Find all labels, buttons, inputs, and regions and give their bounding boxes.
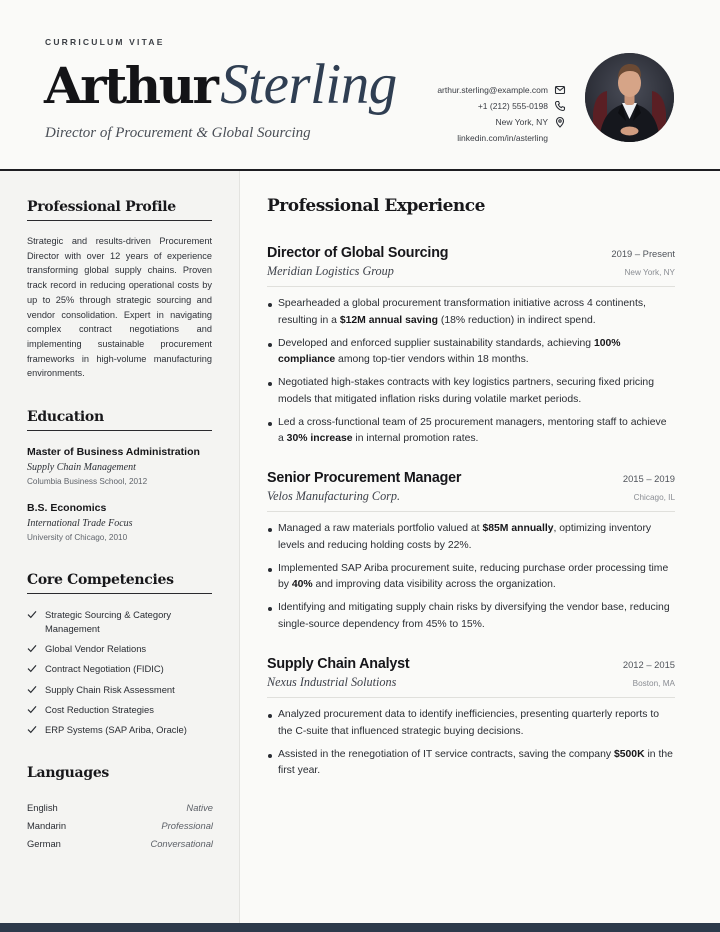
job-dates: 2019 – Present — [611, 248, 675, 259]
avatar — [585, 53, 674, 142]
highlight-metric: 100% compliance — [278, 337, 621, 365]
competency-label: ERP Systems (SAP Ariba, Oracle) — [45, 724, 187, 735]
job-company: Nexus Industrial Solutions — [267, 675, 397, 689]
check-icon — [27, 723, 45, 738]
location-pin-icon — [554, 116, 566, 128]
competency-item — [27, 703, 217, 718]
competency-label: Supply Chain Risk Assessment — [45, 684, 175, 695]
check-icon — [27, 683, 45, 698]
resume-header — [0, 0, 720, 171]
job-bullet: Managed a raw materials portfolio valued at $85M annually, optimizing inventory levels and reducing holding costs by 22%. — [267, 521, 675, 554]
education-field: Supply Chain Management — [27, 462, 136, 473]
competency-item — [27, 683, 217, 698]
job-bullet: Negotiated high-stakes contracts with key logistics partners, securing fixed pricing models that mitigated inflation risks during volatile market periods. — [267, 375, 675, 408]
check-icon — [27, 662, 45, 677]
job-bullet: Assisted in the renegotiation of IT service contracts, saving the company $500K in the first year. — [267, 747, 675, 780]
education-item — [27, 446, 217, 486]
language-name: English — [27, 802, 58, 813]
contact-email[interactable] — [266, 82, 566, 98]
footer-bar — [0, 923, 720, 932]
contact-linkedin-text: linkedin.com/in/asterling — [457, 133, 548, 143]
first-name: Arthur — [44, 56, 217, 115]
job-bullet: Spearheaded a global procurement transformation initiative across 4 continents, resulting in a $12M annual saving (18% reduction) in indirect spend. — [267, 296, 675, 329]
competency-label: Contract Negotiation (FIDIC) — [45, 663, 164, 674]
contact-location — [266, 114, 566, 130]
job-entry — [267, 656, 675, 698]
job-role: Senior Procurement Manager — [267, 470, 462, 486]
language-name: Mandarin — [27, 820, 67, 831]
document-eyebrow: CURRICULUM VITAE — [45, 37, 165, 47]
job-bullet: Analyzed procurement data to identify inefficiencies, presenting quarterly reports to the C-suite that influenced strategic buying decisions. — [267, 707, 675, 740]
job-bullet: Developed and enforced supplier sustainability standards, achieving 100% compliance among top-tier vendors within 18 months. — [267, 336, 675, 369]
job-location: New York, NY — [624, 268, 675, 277]
contact-phone-text: +1 (212) 555-0198 — [477, 101, 548, 111]
mail-icon — [554, 84, 566, 96]
check-icon — [27, 608, 45, 635]
job-bullets — [267, 707, 675, 786]
education-school: Columbia Business School, 2012 — [27, 477, 148, 486]
highlight-metric: $85M annually — [482, 523, 554, 534]
last-name: Sterling — [220, 53, 397, 116]
competency-item — [27, 662, 217, 677]
highlight-metric: $12M annual saving — [339, 314, 438, 326]
language-level: Native — [186, 802, 213, 813]
contact-list — [266, 82, 566, 146]
language-row — [27, 802, 213, 813]
job-location: Chicago, IL — [633, 493, 675, 502]
competency-item — [27, 723, 217, 738]
job-bullet: Implemented SAP Ariba procurement suite, reducing purchase order processing time by 40% and improving data visibility across the organization. — [267, 561, 675, 594]
languages-heading: Languages — [27, 765, 110, 781]
highlight-metric: 30% increase — [286, 433, 353, 444]
contact-email-text: arthur.sterling@example.com — [437, 85, 548, 95]
competency-item — [27, 608, 217, 635]
education-heading: Education — [27, 409, 212, 431]
job-dates: 2012 – 2015 — [622, 659, 675, 670]
competency-label: Cost Reduction Strategies — [45, 704, 154, 715]
contact-linkedin[interactable] — [266, 130, 566, 146]
job-title: Director of Procurement & Global Sourcing — [45, 125, 311, 141]
language-name: German — [27, 838, 61, 849]
job-bullets — [267, 296, 675, 454]
competency-label: Strategic Sourcing & Category Management — [45, 609, 172, 634]
profile-text: Strategic and results-driven Procurement Director with over 12 years of experience transforming global supply chains. Proven track record in reducing operational costs by up to 25% through strategic sourcing and vendor consolidation. Expert in navigating complex contract negotiations and implementing sustainable procurement frameworks in high-volume manufacturing environments. — [27, 236, 212, 379]
check-icon — [27, 703, 45, 718]
highlight-metric: $500K — [613, 748, 645, 760]
education-item — [27, 502, 217, 542]
language-level: Professional — [161, 820, 213, 831]
job-bullet: Led a cross-functional team of 25 procurement managers, mentoring staff to achieve a 30% increase in internal promotion rates. — [267, 415, 675, 448]
phone-icon — [554, 100, 566, 112]
language-row — [27, 838, 213, 849]
education-field: International Trade Focus — [27, 518, 133, 529]
profile-heading: Professional Profile — [27, 199, 212, 221]
language-level: Conversational — [150, 838, 213, 849]
language-row — [27, 820, 213, 831]
check-icon — [27, 642, 45, 657]
highlight-metric: 40% — [291, 579, 313, 590]
competency-item — [27, 642, 217, 657]
job-location: Boston, MA — [632, 679, 675, 688]
education-school: University of Chicago, 2010 — [27, 533, 128, 542]
job-role: Director of Global Sourcing — [267, 245, 449, 261]
job-role: Supply Chain Analyst — [267, 656, 410, 672]
contact-location-text: New York, NY — [495, 117, 548, 127]
job-bullets — [267, 521, 675, 640]
job-entry — [267, 470, 675, 512]
education-degree: Master of Business Administration — [27, 446, 200, 458]
contact-phone[interactable] — [266, 98, 566, 114]
job-bullet: Identifying and mitigating supply chain risks by diversifying the vendor base, reducing single-source dependency from 45% to 15%. — [267, 600, 675, 633]
experience-heading: Professional Experience — [267, 196, 485, 216]
job-entry — [267, 245, 675, 287]
education-degree: B.S. Economics — [27, 502, 107, 514]
job-dates: 2015 – 2019 — [622, 473, 675, 484]
job-company: Meridian Logistics Group — [267, 264, 394, 278]
competency-label: Global Vendor Relations — [45, 643, 147, 654]
competencies-heading: Core Competencies — [27, 572, 212, 594]
job-company: Velos Manufacturing Corp. — [267, 489, 401, 503]
